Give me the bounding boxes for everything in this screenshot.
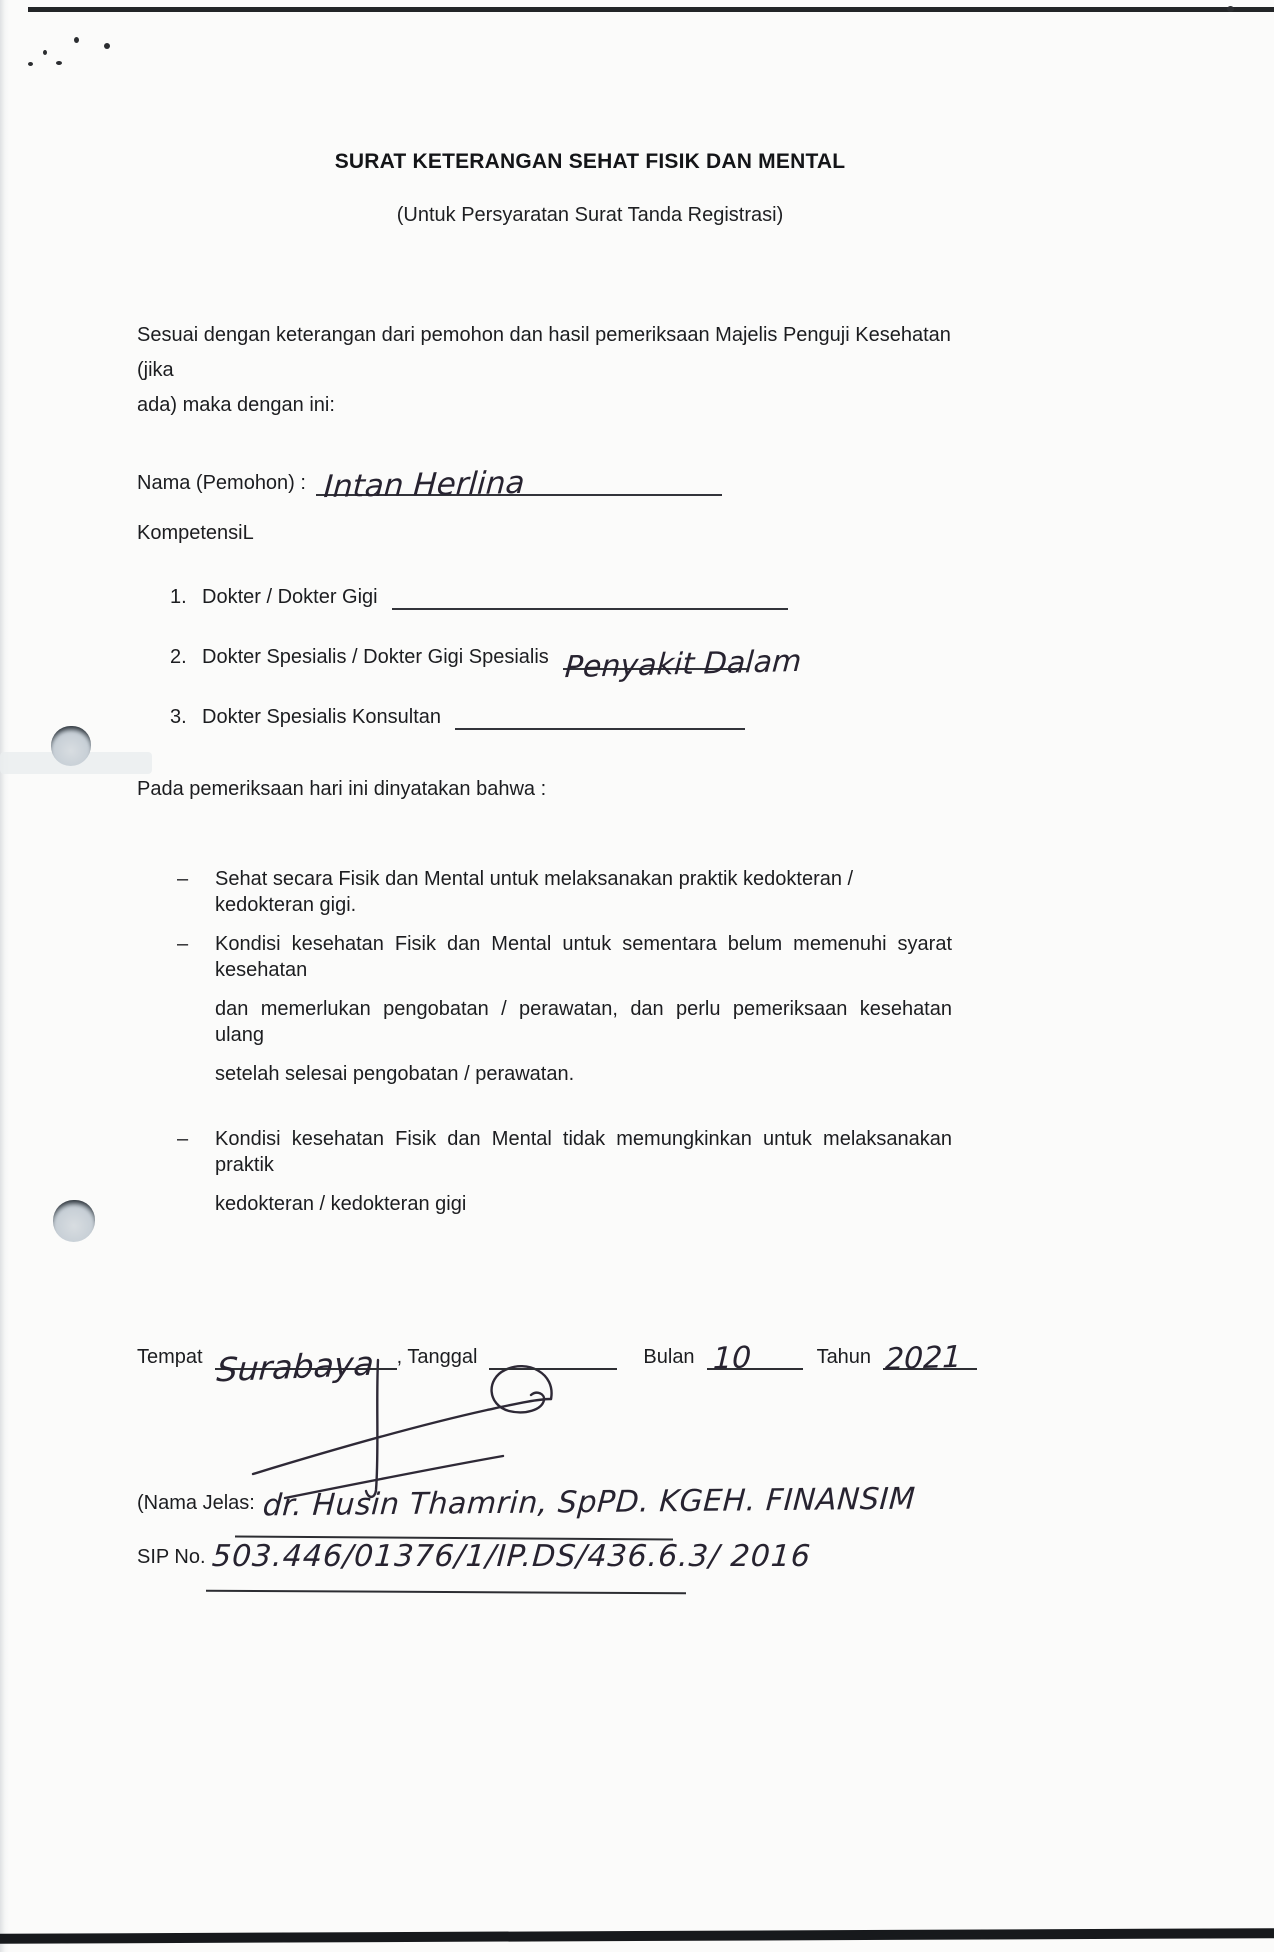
kompetensi-item-1: [170, 576, 788, 610]
dash-marker: –: [177, 1128, 189, 1150]
pen-speck: [104, 43, 110, 49]
statement-line: dan memerlukan pengobatan / perawatan, dan perlu pemeriksaan kesehatan ulang: [215, 998, 952, 1046]
sip-label: SIP No.: [137, 1546, 206, 1568]
handwritten-applicant-name: Intan Herlina: [322, 464, 526, 506]
statement-line: Kondisi kesehatan Fisik dan Mental untuk sementara belum memenuhi syarat kesehatan: [215, 933, 952, 981]
tanggal-label: , Tanggal: [396, 1346, 478, 1368]
applicant-name-label: Nama (Pemohon) :: [137, 472, 306, 494]
kompetensi-item-3: [170, 696, 745, 730]
item-blank-line: [392, 576, 788, 610]
handwritten-year: 2021: [884, 1339, 963, 1378]
underline: [206, 1590, 686, 1595]
hole-punch: [53, 1200, 95, 1242]
statement-3: [177, 1126, 952, 1256]
place-date-row: [137, 1338, 977, 1390]
scan-edge-left: [0, 0, 9, 1952]
scan-edge-top: [28, 7, 1274, 12]
bulan-label: Bulan: [643, 1346, 695, 1368]
statement-heading: Pada pemeriksaan hari ini dinyatakan bahwa :: [137, 778, 547, 800]
tempat-label: Tempat: [137, 1346, 203, 1368]
statement-2: [177, 931, 952, 1126]
clear-name-label: (Nama Jelas:: [137, 1492, 255, 1514]
intro-line: Sesuai dengan keterangan dari pemohon dan hasil pemeriksaan Majelis Penguji Kesehatan (jika: [137, 324, 951, 381]
statement-line: kedokteran / kedokteran gigi: [215, 1193, 467, 1215]
applicant-name-row: [137, 462, 722, 506]
pen-speck: [1227, 6, 1234, 12]
bulan-field: [707, 1338, 803, 1377]
statement-line: Kondisi kesehatan Fisik dan Mental tidak memungkinkan untuk melaksanakan praktik: [215, 1128, 952, 1176]
statement-line: setelah selesai pengobatan / perawatan.: [215, 1063, 575, 1085]
hole-punch: [51, 726, 91, 766]
tahun-label: Tahun: [816, 1346, 872, 1368]
pen-speck: [28, 62, 33, 66]
tanggal-field: [489, 1338, 617, 1370]
tahun-field: [883, 1338, 977, 1378]
handwritten-specialty: Penyakit Dalam: [563, 643, 803, 686]
dash-marker: –: [177, 933, 189, 955]
clear-name-row: [137, 1481, 917, 1524]
item-label: Dokter / Dokter Gigi: [202, 586, 378, 608]
pen-speck: [43, 50, 47, 55]
dash-marker: –: [177, 868, 189, 890]
item-label: Dokter Spesialis Konsultan: [202, 706, 442, 728]
sip-row: [137, 1539, 812, 1574]
statement-line: Sehat secara Fisik dan Mental untuk melaksanakan praktik kedokteran / kedokteran gigi.: [215, 868, 854, 916]
pen-speck: [56, 61, 62, 65]
document-subtitle: (Untuk Persyaratan Surat Tanda Registrasi): [396, 204, 784, 226]
handwritten-place: Surabaya: [215, 1343, 375, 1390]
handwritten-month: 10: [711, 1340, 752, 1377]
handwritten-sip-number: 503.446/01376/1/IP.DS/436.6.3/ 2016: [210, 1539, 812, 1574]
intro-paragraph: [137, 318, 967, 423]
scan-edge-bottom: [0, 1928, 1274, 1944]
item-blank-line: [455, 696, 745, 730]
kompetensi-heading: KompetensiL: [137, 522, 254, 544]
handwritten-doctor-name: dr. Husin Thamrin, SpPD. KGEH. FINANSIM: [261, 1481, 917, 1524]
item-number: 3.: [170, 706, 187, 728]
document-title: SURAT KETERANGAN SEHAT FISIK DAN MENTAL: [334, 150, 846, 173]
item-number: 1.: [170, 586, 187, 608]
item-number: 2.: [170, 646, 187, 668]
item-label: Dokter Spesialis / Dokter Gigi Spesialis: [202, 646, 549, 668]
statement-1: [177, 866, 952, 931]
intro-line: ada) maka dengan ini:: [137, 394, 335, 416]
item-blank-line: [563, 636, 803, 686]
tempat-field: [215, 1338, 397, 1390]
applicant-name-field: [316, 462, 722, 506]
pen-speck: [74, 37, 79, 43]
kompetensi-item-2: [170, 636, 803, 686]
